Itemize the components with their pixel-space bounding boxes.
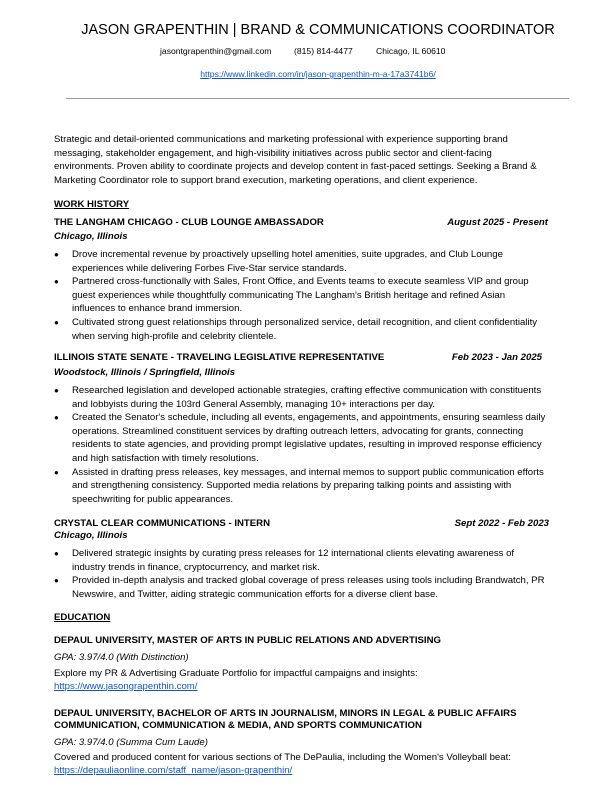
job-bullets-langham: [54, 248, 549, 343]
list-item: ● Created the Senator's schedule, including all events, engagements, and appointments, ensuring seamless daily operations. Streamlined constituent services by drafting outreach letters, advocating for grants, connecting residents to state agencies, and providing prompt legislative updates, resulting in improved response efficiency and high satisfaction with timely resolutions.: [54, 411, 549, 465]
job-dates-crystal-clear: Sept 2022 - Feb 2023: [454, 518, 549, 529]
list-item: ● Drove incremental revenue by proactively upselling hotel amenities, suite upgrades, and Club Lounge experiences while delivering Forbes Five-Star service standards.: [54, 248, 549, 275]
job-dates-langham: August 2025 - Present: [447, 217, 548, 228]
education-gpa-masters: GPA: 3.97/4.0 (With Distinction): [54, 652, 189, 663]
summary-paragraph: Strategic and detail-oriented communications and marketing professional with experience supporting brand messaging, stakeholder engagement, and high-visibility initiatives across public sector and client-facing environments. Proven ability to coordinate projects and develop content in fast-paced settings. Seeking a Brand & Marketing Coordinator role to support brand execution, marketing operations, and client experience.: [54, 134, 537, 186]
name-title: JASON GRAPENTHIN | BRAND & COMMUNICATIONS COORDINATOR: [81, 22, 555, 38]
education-school-masters: DEPAUL UNIVERSITY, MASTER OF ARTS IN PUBLIC RELATIONS AND ADVERTISING: [54, 635, 441, 646]
linkedin-row: [0, 69, 612, 79]
education-description: Explore my PR & Advertising Graduate Portfolio for impactful campaigns and insights:: [54, 668, 418, 679]
header-divider: [66, 98, 569, 99]
education-text-bachelors: [54, 752, 554, 777]
portfolio-link[interactable]: https://www.jasongrapenthin.com/: [54, 680, 198, 692]
depaulia-link[interactable]: https://depauliaonline.com/staff_name/jason-grapenthin/: [54, 764, 293, 776]
job-title-crystal-clear: CRYSTAL CLEAR COMMUNICATIONS - INTERN: [54, 518, 271, 529]
list-item: ● Delivered strategic insights by curating press releases for 12 international clients elevating awareness of industry trends in finance, cryptocurrency, and market risk.: [54, 547, 549, 574]
list-item: ● Cultivated strong guest relationships through personalized service, detail recognition, and client confidentiality when serving high-profile and celebrity clientele.: [54, 316, 549, 343]
list-item: ● Researched legislation and developed actionable strategies, crafting effective communication with constituents and lobbyists during the 103rd General Assembly, managing 10+ interactions per day.: [54, 384, 549, 411]
job-dates-senate: Feb 2023 - Jan 2025: [451, 352, 542, 363]
list-item: ● Partnered cross-functionally with Sales, Front Office, and Events teams to execute seamless VIP and group guest experiences while thoughtfully communicating The Langham's British heritage and refined Asian influences to enhance brand immersion.: [54, 275, 549, 316]
job-location-langham: Chicago, Illinois: [54, 231, 128, 242]
list-item: ● Provided in-depth analysis and tracked global coverage of press releases using tools including Brandwatch, PR Newswire, and Twitter, aiding strategic communication efforts for a diverse client base.: [54, 574, 549, 601]
job-location-senate: Woodstock, Illinois / Springfield, Illinois: [54, 367, 236, 378]
job-title-langham: THE LANGHAM CHICAGO - CLUB LOUNGE AMBASSADOR: [54, 217, 324, 228]
linkedin-link[interactable]: https://www.linkedin.com/in/jason-grapenthin-m-a-17a3741b6/: [200, 69, 436, 79]
education-heading: EDUCATION: [54, 612, 111, 623]
job-bullets-senate: [54, 384, 549, 506]
list-item: ● Assisted in drafting press releases, key messages, and internal memos to support public communication efforts and strengthening consistency. Supported media relations by preparing talking points and assisting with speechwriting for public appearances.: [54, 466, 549, 507]
work-history-heading: WORK HISTORY: [54, 199, 130, 210]
job-bullets-crystal-clear: [54, 547, 549, 601]
contact-phone: (815) 814-4477: [294, 46, 353, 56]
contact-location: Chicago, IL 60610: [376, 46, 446, 56]
education-text-masters: [54, 668, 554, 693]
job-title-senate: ILLINOIS STATE SENATE - TRAVELING LEGISLATIVE REPRESENTATIVE: [54, 352, 385, 363]
job-location-crystal-clear: Chicago, Illinois: [54, 530, 128, 541]
education-description: Covered and produced content for various sections of The DePaulia, including the Women's Volleyball beat:: [54, 752, 511, 763]
education-school-bachelors: DEPAUL UNIVERSITY, BACHELOR OF ARTS IN JOURNALISM, MINORS IN LEGAL & PUBLIC AFFAIRS COMMUNICATION, COMMUNICATION & MEDIA, AND SPORTS COMMUNICATION: [54, 708, 517, 731]
contact-email: jasontgrapenthin@gmail.com: [160, 46, 272, 56]
education-gpa-bachelors: GPA: 3.97/4.0 (Summa Cum Laude): [54, 737, 208, 748]
